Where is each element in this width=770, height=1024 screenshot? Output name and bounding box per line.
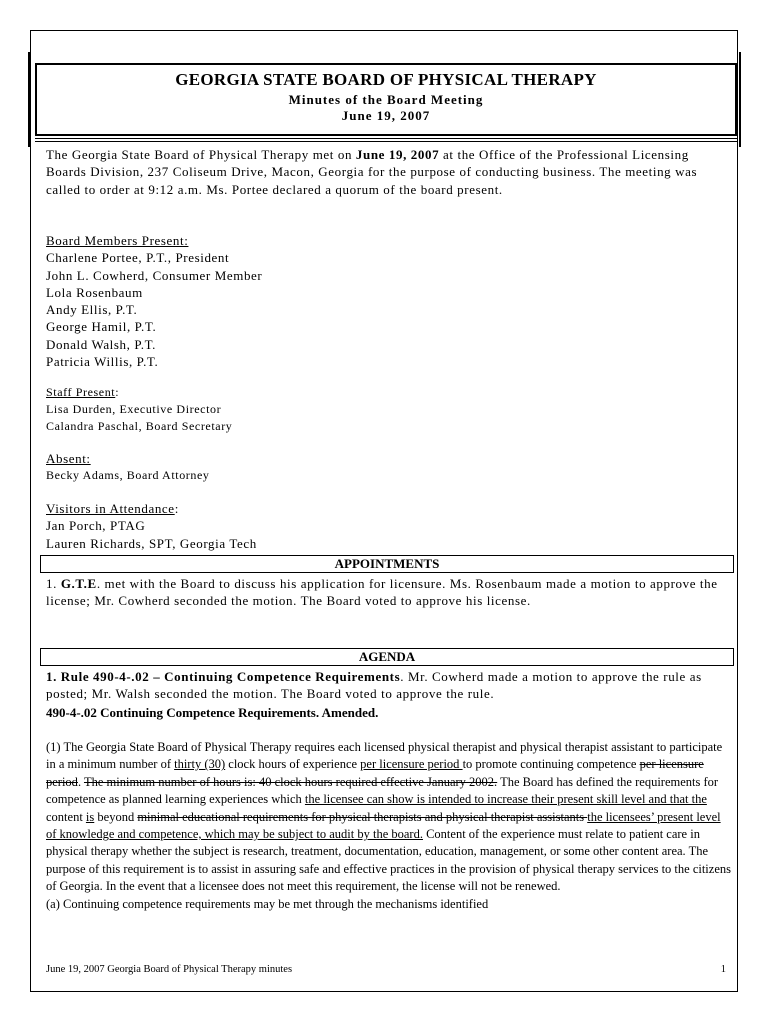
title-rule (35, 138, 737, 139)
visitors-heading: Visitors in Attendance (46, 501, 175, 516)
title-rule-2 (35, 141, 737, 142)
page-number: 1 (720, 964, 726, 975)
page-footer (46, 964, 726, 975)
staff-name: Lisa Durden, Executive Director (46, 402, 222, 416)
member-name: John L. Cowherd, Consumer Member (46, 267, 263, 283)
absent-heading: Absent: (46, 451, 91, 466)
absent-section (46, 450, 730, 484)
appointments-heading: APPOINTMENTS (40, 555, 734, 573)
staff-heading: Staff Present (46, 385, 116, 399)
agenda-item: 1. Rule 490-4-.02 – Continuing Competence Requirements. Mr. Cowherd made a motion to approve the rule as posted; Mr. Walsh seconded the motion. The Board voted to approve the rule. (46, 669, 702, 702)
page-subtitle: Minutes of the Board Meeting (288, 92, 484, 107)
rule-paragraph: (1) The Georgia State Board of Physical Therapy requires each licensed physical therapist and physical therapist assistant to participate in a minimum number of thirty (30) clock hours of experience per licensure period to promote continuing competence per licensure period. The minimum number of hours is: 40 clock hours required effective January 2002. The Board has defined the requirements for competence as planned learning experiences which the licensee can show is intended to increase their present skill level and that the content is beyond minimal educational requirements for physical therapists and physical therapist assistants the licensees’ present level of knowledge and competence, which may be subject to audit by the board. Content of the experience must relate to patient care in physical therapy whether the subject is research, treatment, documentation, education, management, or some other content area. The purpose of this requirement is to assist in assuring safe and effective practices in the provision of physical therapy services to the citizens of Georgia. In the event that a licensee does not meet this requirement, the license will not be renewed. (a) Continuing competence requirements may be met through the mechanisms identified (46, 740, 731, 911)
member-name: Donald Walsh, P.T. (46, 336, 157, 352)
visitors-section: Visitors in Attendance: Jan Porch, PTAG Lauren Richards, SPT, Georgia Tech (46, 500, 730, 552)
member-name: Lola Rosenbaum (46, 284, 143, 300)
member-name: Patricia Willis, P.T. (46, 354, 159, 370)
right-margin-mark (739, 52, 741, 147)
staff-section: Staff Present: Lisa Durden, Executive Director Calandra Paschal, Board Secretary (46, 384, 730, 435)
footer-text: June 19, 2007 Georgia Board of Physical Therapy minutes (46, 964, 293, 975)
agenda-heading: AGENDA (40, 648, 734, 666)
staff-name: Calandra Paschal, Board Secretary (46, 419, 233, 433)
rule-title: 490-4-.02 Continuing Competence Requirements. Amended. (46, 705, 379, 720)
visitor-name: Lauren Richards, SPT, Georgia Tech (46, 535, 257, 551)
member-name: Andy Ellis, P.T. (46, 302, 138, 318)
page-title: GEORGIA STATE BOARD OF PHYSICAL THERAPY (175, 70, 597, 89)
absent-name: Becky Adams, Board Attorney (46, 468, 210, 482)
board-members-section (46, 232, 730, 370)
meeting-date: June 19, 2007 (341, 108, 431, 123)
intro-paragraph: The Georgia State Board of Physical Therapy met on June 19, 2007 at the Office of the Professional Licensing Boards Division, 237 Coliseum Drive, Macon, Georgia for the purpose of conducting business. The meeting was called to order at 9:12 a.m. Ms. Portee declared a quorum of the board present. (46, 147, 698, 197)
member-name: George Hamil, P.T. (46, 319, 157, 335)
board-members-heading: Board Members Present: (46, 233, 189, 248)
left-margin-mark (28, 52, 30, 147)
member-name: Charlene Portee, P.T., President (46, 250, 230, 266)
appointments-item: 1. G.T.E. met with the Board to discuss his application for licensure. Ms. Rosenbaum made a motion to approve the license; Mr. Cowherd seconded the motion. The Board voted to approve his license. (46, 576, 718, 609)
visitor-name: Jan Porch, PTAG (46, 518, 146, 534)
